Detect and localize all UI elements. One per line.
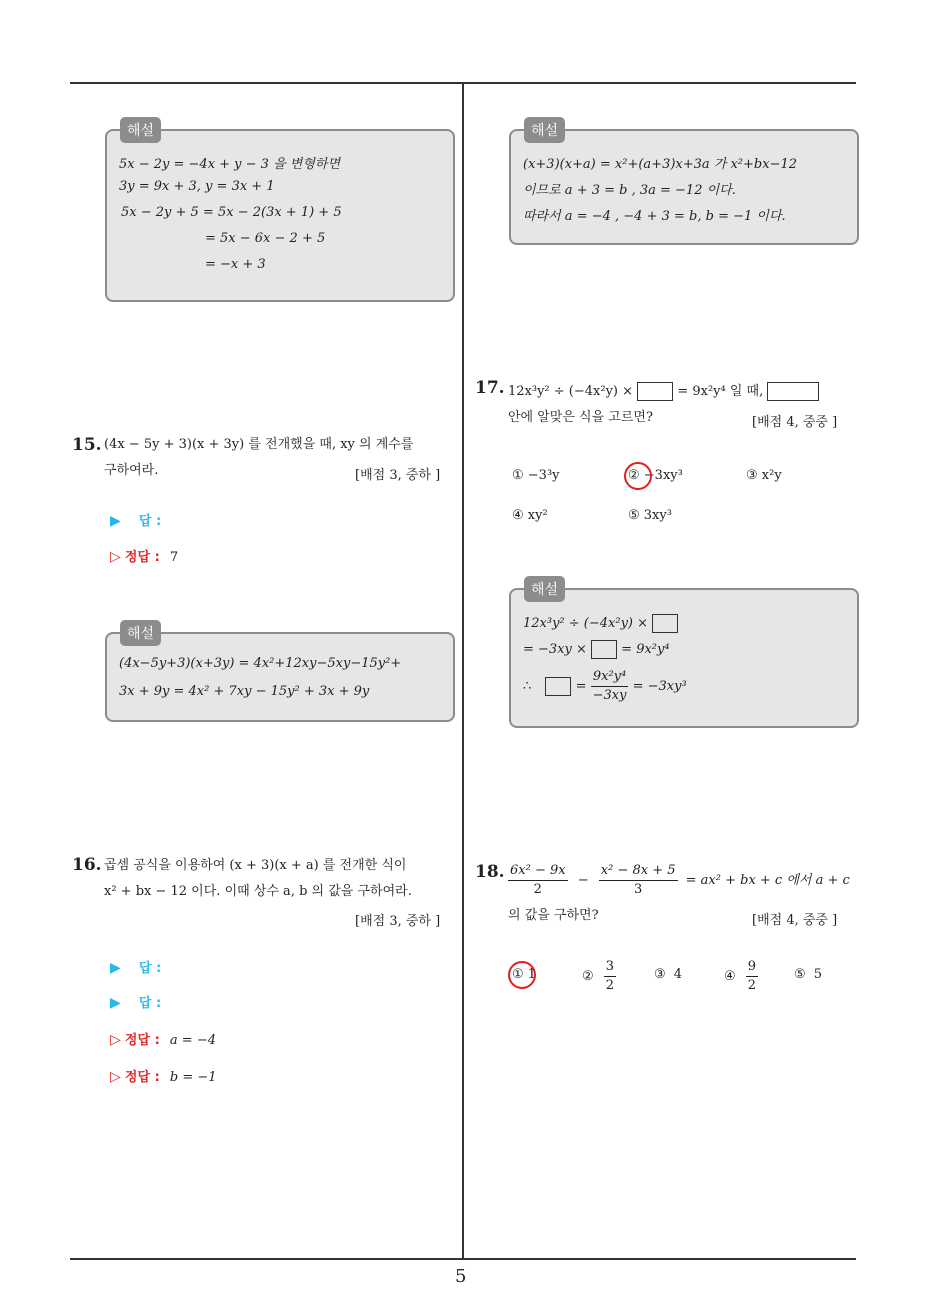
minus-sign: − <box>577 873 589 888</box>
q16-correct-row-2 <box>110 1066 217 1085</box>
q17-sol-expr-1: 12x³y² ÷ (−4x²y) × <box>523 616 649 631</box>
q16-correct-row-1 <box>110 1029 216 1048</box>
q15-text-line-2: 구하여라. <box>104 463 159 478</box>
fraction-denominator: 2 <box>605 978 615 993</box>
choice-label: ① <box>512 967 524 982</box>
blank-box <box>545 677 571 696</box>
q17-sol-fraction <box>591 668 629 705</box>
q15-points: [배점 3, 중하 ] <box>355 468 441 483</box>
q18-text-line-2: 의 값을 구하면? <box>508 908 599 923</box>
fraction-denominator: −3xy <box>592 688 627 703</box>
correct-label: 정답 : <box>124 1033 160 1048</box>
q14-sol-line-3: 5x − 2y + 5 = 5x − 2(3x + 1) + 5 <box>121 205 342 220</box>
q16-sol-line-1: (x+3)(x+a) = x²+(a+3)x+3a 가 x²+bx−12 <box>523 157 797 172</box>
q17-sol-expr-3: = 9x²y⁴ <box>621 642 670 657</box>
q14-sol-line-2: 3y = 9x + 3, y = 3x + 1 <box>119 179 275 194</box>
choice-label: ② <box>582 969 594 984</box>
choice-value: 4 <box>673 967 683 982</box>
fraction-numerator: x² − 8x + 5 <box>599 862 678 881</box>
selected-answer-circle <box>508 961 536 989</box>
fraction-numerator: 9 <box>746 958 758 977</box>
triangle-outline-icon: ▷ <box>110 1032 121 1048</box>
fraction-numerator: 3 <box>604 958 616 977</box>
q15-number: 15. <box>72 435 102 455</box>
q16-text-line-2: x² + bx − 12 이다. 이때 상수 a, b 의 값을 구하여라. <box>104 884 412 899</box>
page-number: 5 <box>455 1266 467 1287</box>
q18-choice-5[interactable] <box>794 967 822 982</box>
triangle-outline-icon: ▷ <box>110 549 121 565</box>
q18-choice-3[interactable] <box>654 967 682 982</box>
blank-box <box>591 640 617 659</box>
q16-points: [배점 3, 중하 ] <box>355 914 441 929</box>
q17-text-line-1 <box>508 379 819 405</box>
q15-solution-tag: 해설 <box>120 620 161 646</box>
q17-choice-4[interactable]: ④ xy² <box>512 508 548 523</box>
choice-value: 5 <box>813 967 823 982</box>
q17-sol-line-3 <box>523 668 687 705</box>
q17-solution-panel <box>509 588 859 728</box>
blank-box <box>767 382 819 401</box>
q17-choice-1[interactable]: ① −3³y <box>512 468 560 483</box>
q18-choice-4[interactable] <box>724 958 758 995</box>
therefore-symbol: ∴ <box>523 679 532 694</box>
q17-choice-2[interactable]: ② −3xy³ <box>628 468 683 483</box>
triangle-outline-icon: ▷ <box>110 1069 121 1085</box>
q17-sol-result: = −3xy³ <box>632 679 687 694</box>
answer-label: 답 : <box>138 996 162 1011</box>
q16-sol-line-3: 따라서 a = −4 , −4 + 3 = b, b = −1 이다. <box>523 209 786 224</box>
correct-label: 정답 : <box>124 550 160 565</box>
q16-correct-value-2: b = −1 <box>169 1070 217 1085</box>
fraction-numerator: 6x² − 9x <box>508 862 568 881</box>
choice-label: ④ <box>724 969 736 984</box>
q18-fraction-1 <box>508 862 568 899</box>
q17-expr-pre: 12x³y² ÷ (−4x²y) × <box>508 384 634 399</box>
play-icon: ▶ <box>110 995 121 1011</box>
choice-label: ⑤ <box>794 967 806 982</box>
q16-answer-row-2[interactable] <box>110 992 161 1011</box>
selected-answer-circle <box>624 462 652 490</box>
correct-label: 정답 : <box>124 1070 160 1085</box>
q14-solution-panel <box>105 129 455 302</box>
q17-solution-tag: 해설 <box>524 576 565 602</box>
choice-fraction <box>604 958 616 995</box>
q18-fraction-2 <box>599 862 678 899</box>
q16-solution-panel <box>509 129 859 245</box>
q18-number: 18. <box>475 862 505 882</box>
fraction-numerator: 9x²y⁴ <box>591 668 629 687</box>
q17-choice-5[interactable]: ⑤ 3xy³ <box>628 508 672 523</box>
q17-sol-expr-2: = −3xy × <box>523 642 587 657</box>
fraction-denominator: 2 <box>533 882 542 897</box>
q16-number: 16. <box>72 855 102 875</box>
q15-correct-row <box>110 546 178 565</box>
column-divider <box>462 82 464 1259</box>
q14-sol-line-5: = −x + 3 <box>205 257 266 272</box>
equals-sign: = <box>575 679 587 694</box>
q18-points: [배점 4, 중중 ] <box>752 913 838 928</box>
choice-fraction <box>746 958 758 995</box>
blank-box <box>637 382 673 401</box>
answer-label: 답 : <box>138 514 162 529</box>
q17-sol-line-2 <box>523 640 670 659</box>
q18-text-line-1 <box>508 862 850 899</box>
bottom-rule <box>70 1258 856 1260</box>
q15-sol-line-1: (4x−5y+3)(x+3y) = 4x²+12xy−5xy−15y²+ <box>119 656 402 671</box>
fraction-denominator: 3 <box>633 882 643 897</box>
q17-expr-post: = 9x²y⁴ 일 때, <box>677 384 764 399</box>
q16-solution-tag: 해설 <box>524 117 565 143</box>
q17-text-line-2: 안에 알맞은 식을 고르면? <box>508 410 653 425</box>
q18-choice-2[interactable] <box>582 958 616 995</box>
choice-label: ③ <box>654 967 666 982</box>
answer-label: 답 : <box>138 961 162 976</box>
q16-answer-row-1[interactable] <box>110 957 161 976</box>
play-icon: ▶ <box>110 513 121 529</box>
blank-box <box>652 614 678 633</box>
q18-expr-post: = ax² + bx + c 에서 a + c <box>685 873 850 888</box>
q17-sol-line-1 <box>523 614 678 633</box>
play-icon: ▶ <box>110 960 121 976</box>
q16-sol-line-2: 이므로 a + 3 = b , 3a = −12 이다. <box>523 183 736 198</box>
q17-points: [배점 4, 중중 ] <box>752 415 838 430</box>
q14-sol-line-1: 5x − 2y = −4x + y − 3 을 변형하면 <box>119 157 341 172</box>
q15-answer-row[interactable] <box>110 510 161 529</box>
fraction-denominator: 2 <box>747 978 757 993</box>
q14-sol-line-4: = 5x − 6x − 2 + 5 <box>205 231 326 246</box>
q15-sol-line-2: 3x + 9y = 4x² + 7xy − 15y² + 3x + 9y <box>119 684 370 699</box>
choice-value: 1 <box>527 967 537 982</box>
q16-text-line-1: 곱셈 공식을 이용하여 (x + 3)(x + a) 를 전개한 식이 <box>104 858 407 873</box>
q15-correct-value: 7 <box>169 550 179 565</box>
q16-correct-value-1: a = −4 <box>169 1033 216 1048</box>
q14-solution-tag: 해설 <box>120 117 161 143</box>
q17-number: 17. <box>475 378 505 398</box>
q17-choice-3[interactable]: ③ x²y <box>746 468 782 483</box>
q15-text-line-1: (4x − 5y + 3)(x + 3y) 를 전개했을 때, xy 의 계수를 <box>104 437 414 452</box>
